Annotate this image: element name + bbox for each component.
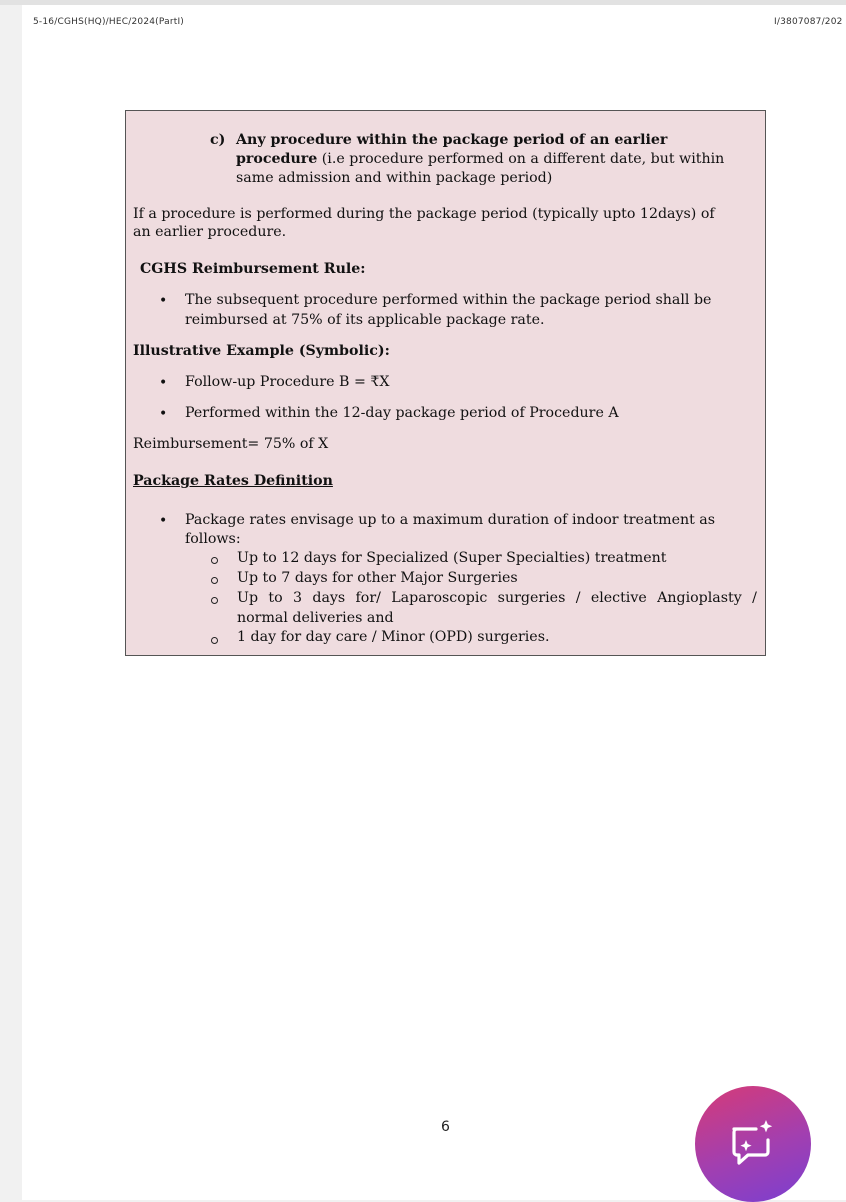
file-number-header: 5-16/CGHS(HQ)/HEC/2024(PartI) [33,17,185,27]
sub-item-1: Up to 12 days for Specialized (Super Specialties) treatment [237,550,667,566]
bullet-icon: • [159,293,168,309]
item-c-title-line2 [236,150,724,170]
word: Laparoscopic [391,590,488,606]
sub-item-3-line1 [237,589,757,609]
content-box [125,110,766,656]
page-number: 6 [441,1119,450,1135]
word: 3 [292,590,303,606]
sub-item-2: Up to 7 days for other Major Surgeries [237,570,518,586]
circle-bullet-icon [211,577,218,584]
sub-item-3-line2: normal deliveries and [237,610,394,626]
package-bullet-line2: follows: [185,531,241,547]
rule-bullet-line2: reimbursed at 75% of its applicable package rate. [185,312,545,328]
package-bullet-line1: Package rates envisage up to a maximum duration of indoor treatment as [185,512,716,528]
word: / [752,590,757,606]
example-bullet-2: Performed within the 12-day package period of Procedure A [185,405,619,421]
example-bullet-1: Follow-up Procedure B = ₹X [185,374,390,390]
item-c-title-line1: Any procedure within the package period of an earlier [236,132,668,148]
item-c-marker: c) [210,132,226,148]
item-c-title-bold: procedure [236,151,318,167]
circle-bullet-icon [211,597,218,604]
circle-bullet-icon [211,637,218,644]
bullet-icon: • [159,406,168,422]
intro-line2: an earlier procedure. [133,224,287,240]
word: days [312,590,346,606]
chat-sparkle-icon [725,1114,781,1174]
illustrative-example-heading: Illustrative Example (Symbolic): [133,343,390,359]
bullet-icon: • [159,513,168,529]
sub-item-4: 1 day for day care / Minor (OPD) surgeries. [237,629,550,645]
word: / [575,590,581,606]
word: Angioplasty [657,590,742,606]
reimbursement-line: Reimbursement= 75% of X [133,436,329,452]
item-c-note: (i.e procedure performed on a different date, but within [317,151,725,167]
ai-chat-button[interactable] [695,1086,811,1202]
reference-number-header: I/3807087/202 [774,17,843,27]
circle-bullet-icon [211,557,218,564]
item-c-title-line3: same admission and within package period) [236,170,553,186]
word: for/ [355,590,381,606]
package-rates-heading: Package Rates Definition [133,473,333,489]
word: to [268,590,283,606]
intro-line1: If a procedure is performed during the package period (typically upto 12days) of [133,206,715,222]
rule-bullet-line1: The subsequent procedure performed within the package period shall be [185,292,712,308]
word: Up [237,590,259,606]
reimbursement-rule-heading: CGHS Reimbursement Rule: [140,261,366,277]
word: surgeries [497,590,566,606]
bullet-icon: • [159,375,168,391]
word: elective [590,590,647,606]
